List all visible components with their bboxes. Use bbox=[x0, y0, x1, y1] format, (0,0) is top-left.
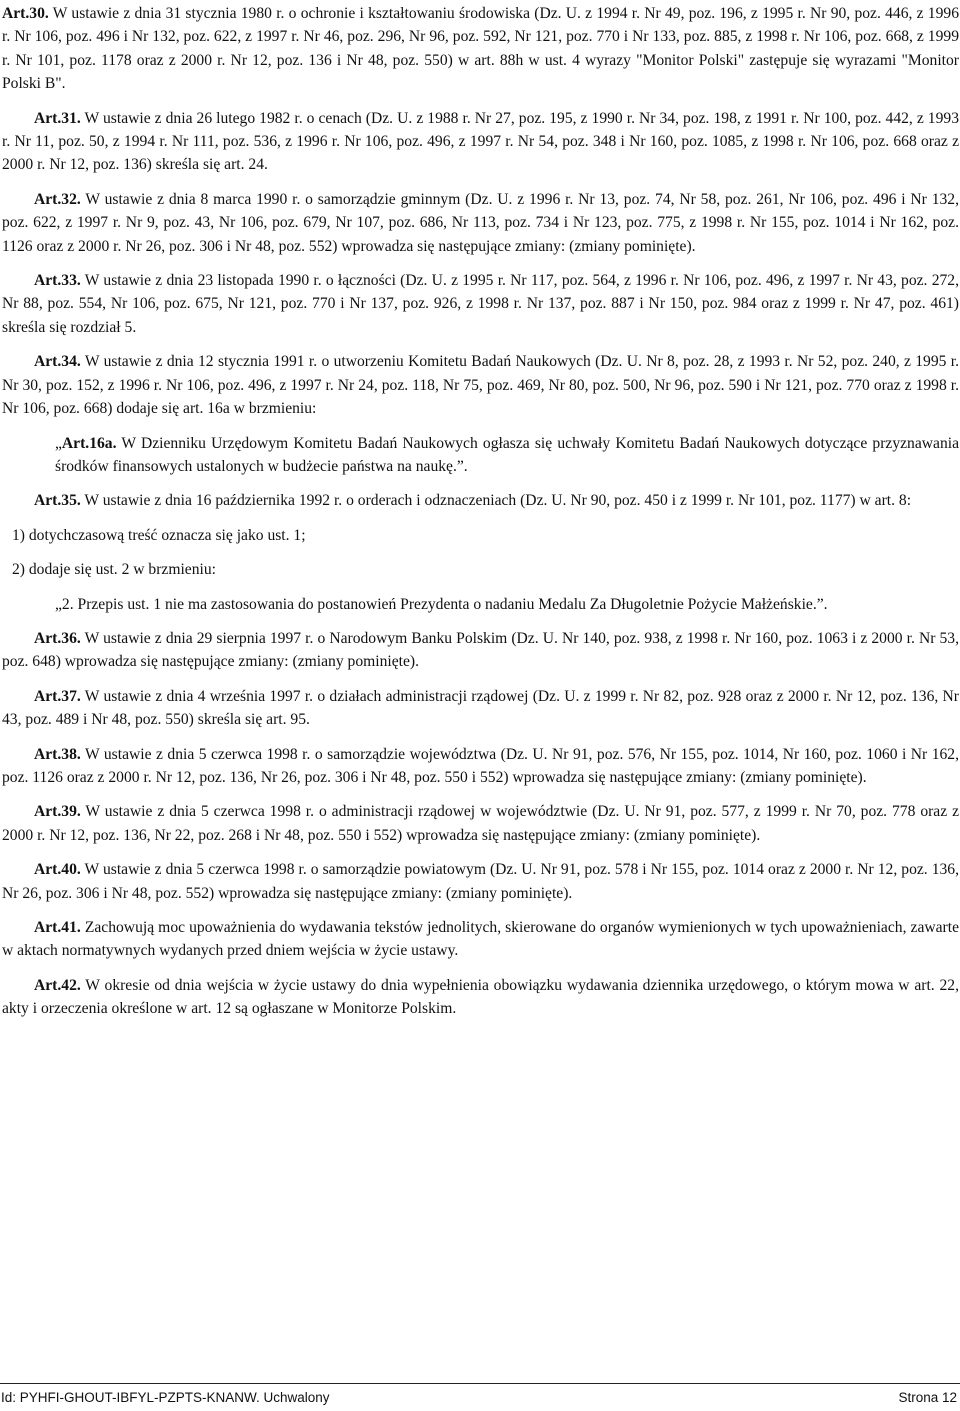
article-text: W ustawie z dnia 31 stycznia 1980 r. o ochronie i kształtowaniu środowiska (Dz. U. z 1994 r. Nr 49, poz. 196, z 1995 r. Nr 90, poz. 446, z 1996 r. Nr 106, poz. 496 i Nr 132, poz. 622, z 1997 r. Nr 46, poz. 296, Nr 96, poz. 592, Nr 121, poz. 770 i Nr 133, poz. 885, z 1998 r. Nr 106, poz. 668, z 1999 r. Nr 101, poz. 1178 oraz z 2000 r. Nr 12, poz. 136 i Nr 48, poz. 550) w art. 88h w ust. 4 wyrazy "Monitor Polski" zastępuje się wyrazami "Monitor Polski B". bbox=[2, 5, 959, 93]
article-34 bbox=[2, 350, 959, 420]
article-text: W ustawie z dnia 29 sierpnia 1997 r. o Narodowym Banku Polskim (Dz. U. Nr 140, poz. 938, z 1998 r. Nr 160, poz. 1063 i z 2000 r. Nr 53, poz. 648) wprowadza się następujące zmiany: (zmiany pominięte). bbox=[2, 629, 959, 671]
article-text: W ustawie z dnia 26 lutego 1982 r. o cenach (Dz. U. z 1988 r. Nr 27, poz. 195, z 1990 r. Nr 34, poz. 198, z 1991 r. Nr 100, poz. 442, z 1993 r. Nr 11, poz. 50, z 1994 r. Nr 111, poz. 536, z 1996 r. Nr 106, poz. 496, z 1997 r. Nr 54, poz. 348 i Nr 160, poz. 1085, z 1998 r. Nr 106, poz. 668 oraz z 2000 r. Nr 12, poz. 136) skreśla się art. 24. bbox=[2, 109, 959, 174]
article-text: Zachowują moc upoważnienia do wydawania tekstów jednolitych, skierowane do organów wymienionych w tych upoważnieniach, zawarte w aktach normatywnych wydanych przed dniem wejścia w życie ustawy. bbox=[2, 919, 959, 960]
article-title: Art.39. bbox=[34, 803, 81, 821]
article-title: Art.40. bbox=[34, 861, 81, 879]
article-title: Art.32. bbox=[34, 190, 81, 208]
article-16a-quote bbox=[55, 432, 959, 479]
article-37 bbox=[2, 685, 959, 732]
article-31 bbox=[2, 107, 959, 177]
article-35 bbox=[2, 489, 959, 512]
article-title: Art.42. bbox=[34, 976, 81, 994]
article-title: Art.37. bbox=[34, 687, 81, 705]
article-title: Art.34. bbox=[34, 353, 81, 371]
article-41 bbox=[2, 916, 959, 963]
article-title: Art.31. bbox=[34, 109, 81, 127]
article-title: Art.33. bbox=[34, 272, 81, 290]
document-body bbox=[2, 2, 959, 1032]
article-title: Art.35. bbox=[34, 492, 81, 510]
article-text: W ustawie z dnia 12 stycznia 1991 r. o utworzeniu Komitetu Badań Naukowych (Dz. U. Nr 8, poz. 28, z 1993 r. Nr 52, poz. 240, z 1995 r. Nr 30, poz. 152, z 1996 r. Nr 106, poz. 496, z 1997 r. Nr 24, poz. 118, Nr 75, poz. 469, Nr 80, poz. 500, Nr 96, poz. 590 i Nr 121, poz. 770 oraz z 1998 r. Nr 106, poz. 668) dodaje się art. 16a w brzmieniu: bbox=[2, 353, 959, 418]
article-text: W ustawie z dnia 5 czerwca 1998 r. o samorządzie województwa (Dz. U. Nr 91, poz. 576, Nr 155, poz. 1014, Nr 160, poz. 1060 i Nr 162, poz. 1126 oraz z 2000 r. Nr 12, poz. 136, Nr 26, poz. 306 i Nr 48, poz. 550 i 552) wprowadza się następujące zmiany: (zmiany pominięte). bbox=[2, 745, 959, 786]
list-item: 2) dodaje się ust. 2 w brzmieniu: bbox=[12, 561, 216, 579]
article-text: W ustawie z dnia 23 listopada 1990 r. o łączności (Dz. U. z 1995 r. Nr 117, poz. 564, z 1996 r. Nr 106, poz. 496, z 1997 r. Nr 43, poz. 272, Nr 88, poz. 554, Nr 106, poz. 675, Nr 121, poz. 770 i Nr 137, poz. 926, z 1998 r. Nr 137, poz. 887 i Nr 150, poz. 984 oraz z 1999 r. Nr 47, poz. 461) skreśla się rozdział 5. bbox=[2, 272, 959, 336]
article-text: W ustawie z dnia 4 września 1997 r. o działach administracji rządowej (Dz. U. z 1999 r. Nr 82, poz. 928 oraz z 2000 r. Nr 12, poz. 136, Nr 43, poz. 489 i Nr 48, poz. 550) skreśla się art. 95. bbox=[2, 687, 959, 729]
document-id: Id: PYHFI-GHOUT-IBFYL-PZPTS-KNANW. Uchwalony bbox=[1, 1390, 330, 1405]
article-text: W okresie od dnia wejścia w życie ustawy do dnia wypełnienia obowiązku wydawania dziennika urzędowego, o którym mowa w art. 22, akty i orzeczenia określone w art. 12 są ogłaszane w Monitorze Polskim. bbox=[2, 976, 959, 1018]
article-30 bbox=[2, 2, 959, 96]
article-36 bbox=[2, 627, 959, 674]
article-text: W ustawie z dnia 8 marca 1990 r. o samorządzie gminnym (Dz. U. z 1996 r. Nr 13, poz. 74, Nr 58, poz. 261, Nr 106, poz. 496 i Nr 132, poz. 622, z 1997 r. Nr 9, poz. 43, Nr 106, poz. 679, Nr 107, poz. 686, Nr 113, poz. 734 i Nr 123, poz. 775, z 1998 r. Nr 155, poz. 1014 i Nr 162, poz. 1126 oraz z 2000 r. Nr 26, poz. 306 i Nr 48, poz. 552) wprowadza się następujące zmiany: (zmiany pominięte). bbox=[2, 190, 959, 255]
article-40 bbox=[2, 858, 959, 905]
article-33 bbox=[2, 269, 959, 339]
section-2-quote: „2. Przepis ust. 1 nie ma zastosowania do postanowień Prezydenta o nadaniu Medalu Za Długoletnie Pożycie Małżeńskie.”. bbox=[55, 595, 828, 613]
article-text: W ustawie z dnia 16 października 1992 r. o orderach i odznaczeniach (Dz. U. Nr 90, poz. 450 i z 1999 r. Nr 101, poz. 1177) w art. 8: bbox=[80, 492, 912, 510]
footer-divider bbox=[0, 1383, 960, 1384]
list-item: 1) dotychczasową treść oznacza się jako ust. 1; bbox=[12, 526, 306, 544]
quote-title: Art.16a. bbox=[61, 434, 117, 452]
article-title: Art.36. bbox=[34, 629, 81, 647]
article-39 bbox=[2, 800, 959, 847]
article-32 bbox=[2, 188, 959, 258]
quote-text: W Dzienniku Urzędowym Komitetu Badań Naukowych ogłasza się uchwały Komitetu Badań Naukowych dotyczące przyznawania środków finansowych ustalonych w budżecie państwa na naukę.”. bbox=[55, 434, 959, 475]
article-text: W ustawie z dnia 5 czerwca 1998 r. o administracji rządowej w województwie (Dz. U. Nr 91, poz. 577, z 1999 r. Nr 70, poz. 778 oraz z 2000 r. Nr 12, poz. 136, Nr 22, poz. 268 i Nr 48, poz. 550 i 552) wprowadza się następujące zmiany: (zmiany pominięte). bbox=[2, 803, 959, 844]
article-title: Art.38. bbox=[34, 745, 81, 763]
article-38 bbox=[2, 743, 959, 790]
article-title: Art.30. bbox=[2, 5, 49, 22]
page-number: Strona 12 bbox=[898, 1390, 957, 1405]
article-title: Art.41. bbox=[34, 919, 81, 936]
quote-open: „ bbox=[55, 434, 62, 452]
article-text: W ustawie z dnia 5 czerwca 1998 r. o samorządzie powiatowym (Dz. U. Nr 91, poz. 578 i Nr 155, poz. 1014 oraz z 2000 r. Nr 12, poz. 136, Nr 26, poz. 306 i Nr 48, poz. 552) wprowadza się następujące zmiany: (zmiany pominięte). bbox=[2, 861, 959, 902]
article-42 bbox=[2, 974, 959, 1021]
